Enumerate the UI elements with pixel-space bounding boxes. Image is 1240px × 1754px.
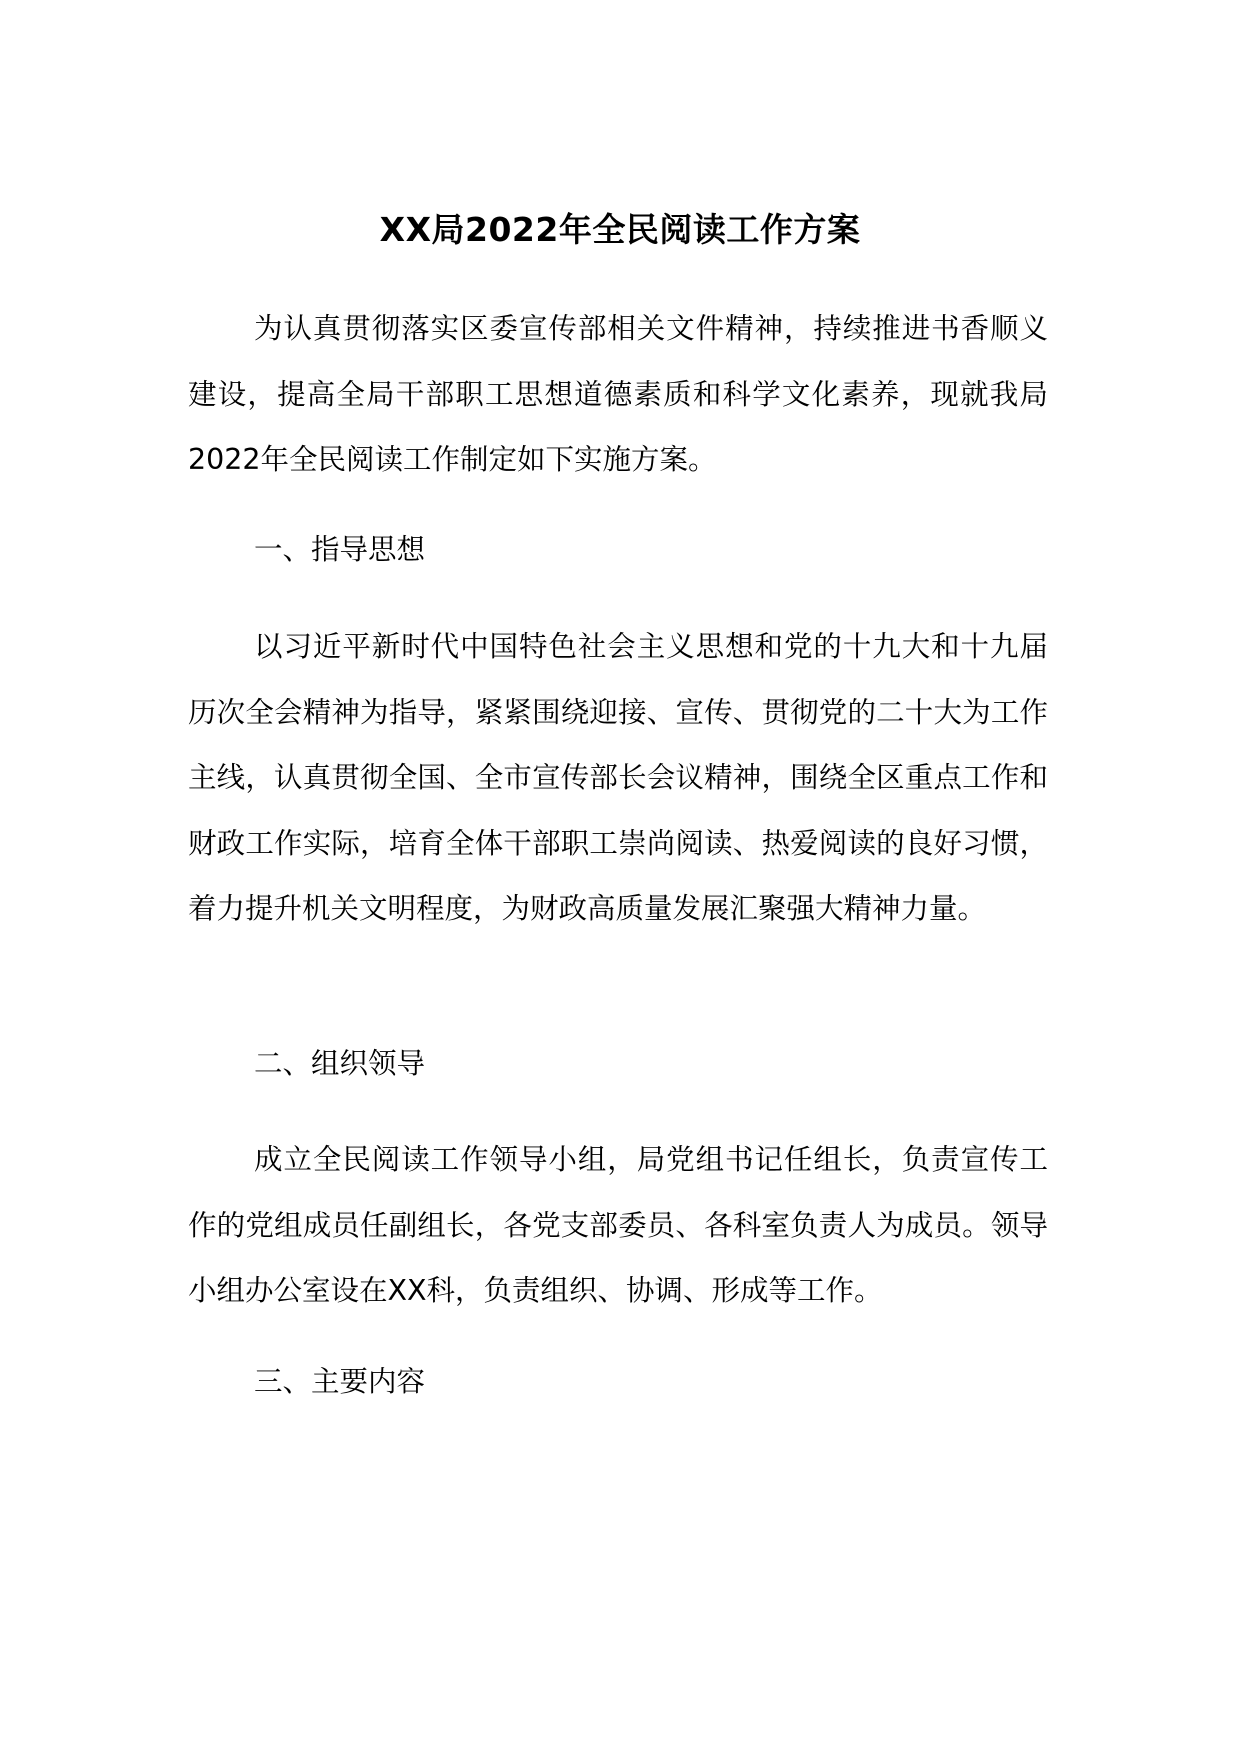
- document-title: XX局2022年全民阅读工作方案: [379, 210, 861, 249]
- section-body-guiding-ideology: 以习近平新时代中国特色社会主义思想和党的十九大和十九届历次全会精神为指导，紧紧围绕迎接、宣传、贯彻党的二十大为工作主线，认真贯彻全国、全市宣传部长会议精神，围绕全区重点工作和财政工作实际，培育全体干部职工崇尚阅读、热爱阅读的良好习惯，着力提升机关文明程度，为财政高质量发展汇聚强大精神力量。: [188, 630, 1048, 925]
- section-heading-guiding-ideology: 一、指导思想: [254, 533, 426, 566]
- intro-paragraph: 为认真贯彻落实区委宣传部相关文件精神，持续推进书香顺义建设，提高全局干部职工思想道德素质和科学文化素养，现就我局2022年全民阅读工作制定如下实施方案。: [188, 312, 1048, 476]
- section-heading-organization: 二、组织领导: [254, 1047, 426, 1080]
- section-heading-main-content: 三、主要内容: [254, 1365, 426, 1398]
- section-body-organization: 成立全民阅读工作领导小组，局党组书记任组长，负责宣传工作的党组成员任副组长，各党支部委员、各科室负责人为成员。领导小组办公室设在XX科，负责组织、协调、形成等工作。: [188, 1143, 1048, 1307]
